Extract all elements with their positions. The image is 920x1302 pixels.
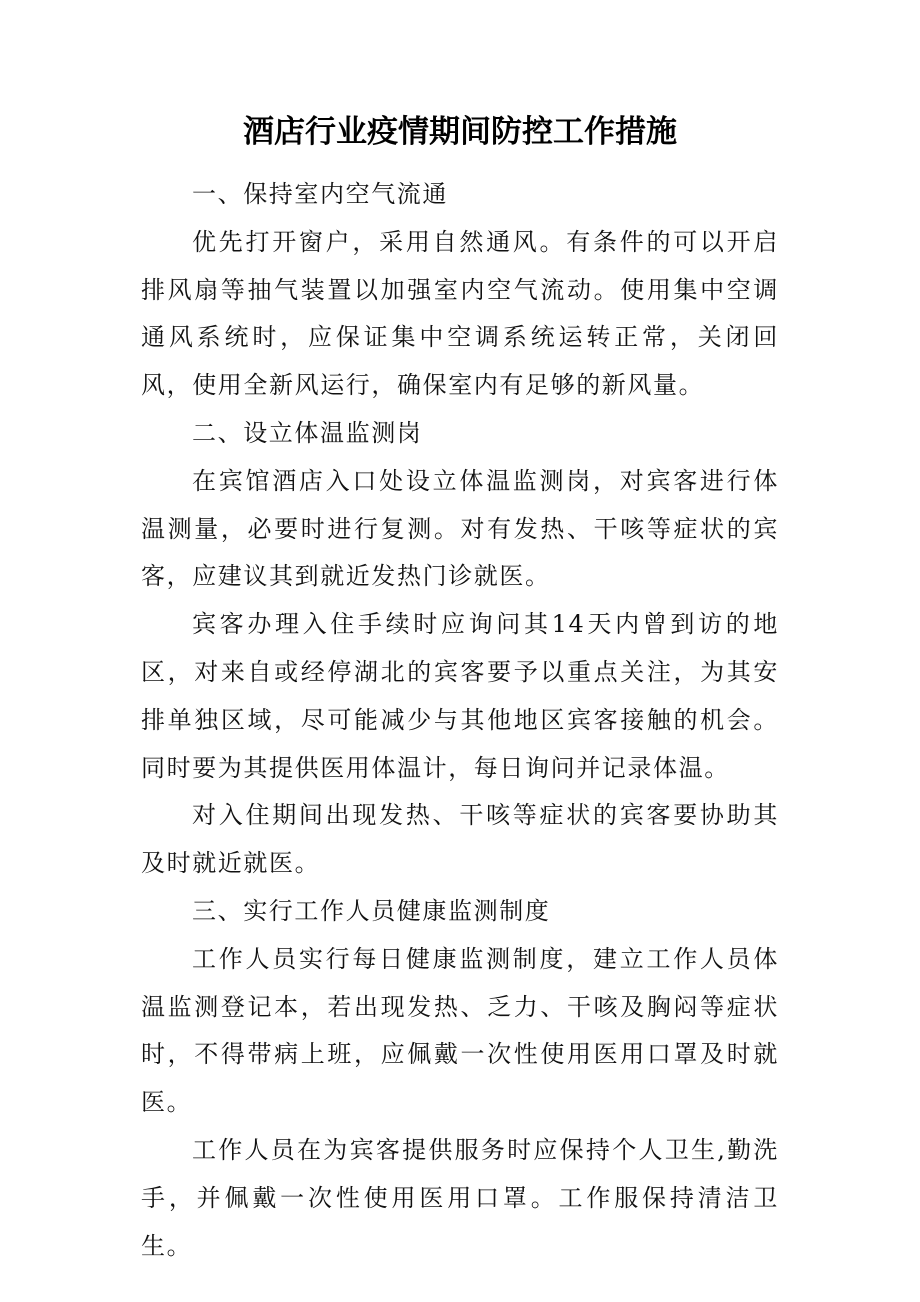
- paragraph-check-in-inquiry: 宾客办理入住手续时应询问其14天内曾到访的地区，对来自或经停湖北的宾客要予以重点关注，为其安排单独区域，尽可能减少与其他地区宾客接触的机会。同时要为其提供医用体温计，每日询问并记录体温。: [141, 610, 779, 782]
- paragraph-ventilation: 优先打开窗户，采用自然通风。有条件的可以开启排风扇等抽气装置以加强室内空气流动。使用集中空调通风系统时，应保证集中空调系统运转正常，关闭回风，使用全新风运行，确保室内有足够的新风量。: [141, 227, 779, 400]
- document-title: 酒店行业疫情期间防控工作措施: [243, 114, 677, 150]
- section-heading-ventilation: 一、保持室内空气流通: [192, 180, 448, 208]
- document-body: [141, 171, 779, 1270]
- section-heading-staff-monitoring: 三、实行工作人员健康监测制度: [192, 896, 551, 925]
- paragraph-symptom-assistance: 对入住期间出现发热、干咳等症状的宾客要协助其及时就近就医。: [141, 801, 779, 878]
- paragraph-staff-health-monitoring: 工作人员实行每日健康监测制度，建立工作人员体温监测登记本，若出现发热、乏力、干咳及胸闷等症状时，不得带病上班，应佩戴一次性使用医用口罩及时就医。: [141, 944, 779, 1117]
- section-heading-temperature-post: 二、设立体温监测岗: [192, 418, 423, 447]
- paragraph-staff-hygiene: 工作人员在为宾客提供服务时应保持个人卫生,勤洗手，并佩戴一次性使用医用口罩。工作服保持清洁卫生。: [141, 1135, 779, 1260]
- paragraph-temperature-check: 在宾馆酒店入口处设立体温监测岗，对宾客进行体温测量，必要时进行复测。对有发热、干咳等症状的宾客，应建议其到就近发热门诊就医。: [141, 466, 779, 591]
